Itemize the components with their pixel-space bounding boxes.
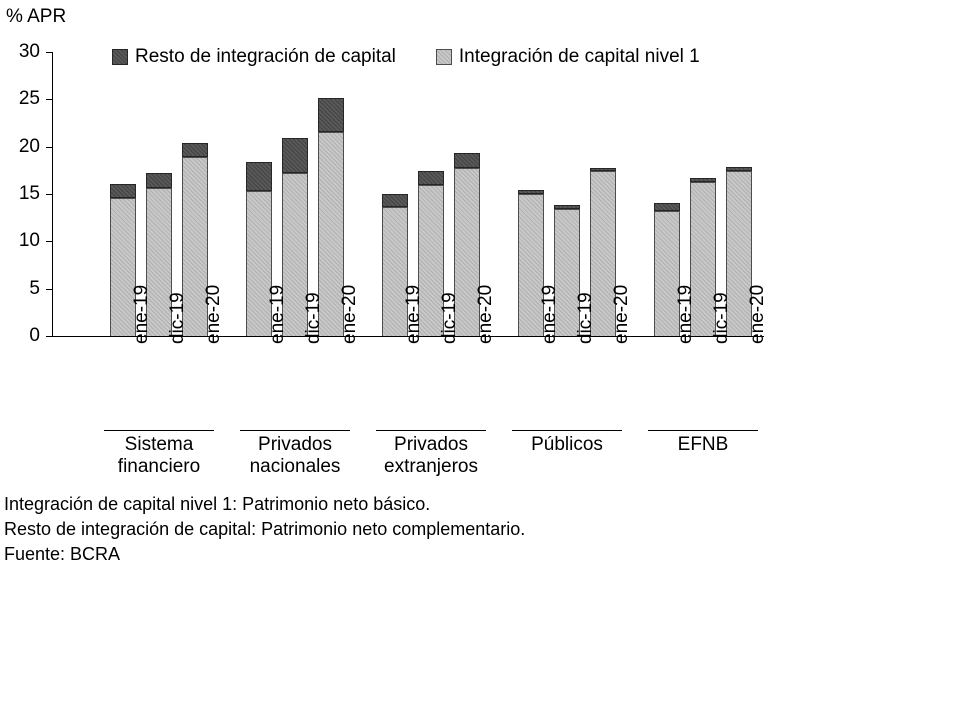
chart-footnotes bbox=[4, 492, 525, 567]
footnote-2: Resto de integración de capital: Patrimonio neto complementario. bbox=[4, 519, 526, 539]
x-axis-tick-label: ene-19 bbox=[675, 284, 696, 344]
x-axis-tick-label: dic-19 bbox=[439, 292, 460, 344]
bar-segment-resto bbox=[146, 173, 172, 188]
group-label-line: EFNB bbox=[677, 434, 729, 455]
bar-segment-resto bbox=[246, 162, 272, 191]
bar-segment-resto bbox=[110, 184, 136, 198]
footnote-source: Fuente: BCRA bbox=[4, 544, 121, 564]
y-axis-tick-label: 10 bbox=[18, 230, 40, 252]
x-axis-tick-label: ene-20 bbox=[203, 284, 224, 344]
bar-segment-resto bbox=[382, 194, 408, 207]
bar-segment-resto bbox=[654, 203, 680, 212]
x-axis-tick-label: ene-19 bbox=[131, 284, 152, 344]
group-label-line: nacionales bbox=[249, 456, 341, 477]
group-label bbox=[362, 434, 500, 478]
x-axis-tick-label: ene-20 bbox=[747, 284, 768, 344]
x-axis-tick-label: dic-19 bbox=[711, 292, 732, 344]
group-label bbox=[90, 434, 228, 478]
group-label-line: Sistema bbox=[124, 434, 194, 455]
bar-segment-resto bbox=[418, 171, 444, 185]
x-axis-tick-label: ene-19 bbox=[403, 284, 424, 344]
x-axis-tick-label: ene-20 bbox=[339, 284, 360, 344]
bar-segment-resto bbox=[182, 143, 208, 157]
y-axis-tick-label: 30 bbox=[18, 41, 40, 62]
group-label bbox=[634, 434, 772, 456]
group-label-line: Privados bbox=[258, 434, 332, 455]
y-axis-tick-label: 5 bbox=[29, 277, 40, 299]
x-axis-tick-label: ene-19 bbox=[267, 284, 288, 344]
x-axis-tick-label: ene-20 bbox=[611, 284, 632, 344]
group-separator bbox=[240, 430, 350, 431]
bar-segment-resto bbox=[318, 98, 344, 131]
footnote-1: Integración de capital nivel 1: Patrimonio neto básico. bbox=[4, 494, 431, 514]
y-axis-tick-label: 25 bbox=[18, 88, 40, 110]
x-axis-tick-label: dic-19 bbox=[167, 292, 188, 344]
y-axis-tick-label: 15 bbox=[18, 183, 40, 204]
y-axis-tick-label: 0 bbox=[29, 325, 40, 346]
y-axis-tick-label: 20 bbox=[18, 135, 40, 157]
legend-label-nivel1: Integración de capital nivel 1 bbox=[458, 46, 700, 67]
y-axis-tick bbox=[46, 336, 52, 337]
bar-segment-resto bbox=[282, 138, 308, 173]
x-axis-tick-label: ene-20 bbox=[475, 284, 496, 344]
group-separator bbox=[512, 430, 622, 431]
group-label-line: extranjeros bbox=[384, 456, 478, 477]
y-axis-unit-label: % APR bbox=[6, 6, 67, 27]
group-separator bbox=[104, 430, 214, 431]
legend-label-resto: Resto de integración de capital bbox=[135, 46, 396, 67]
group-separator bbox=[376, 430, 486, 431]
bar-segment-resto bbox=[454, 153, 480, 167]
group-separator bbox=[648, 430, 758, 431]
x-axis-tick-label: dic-19 bbox=[303, 292, 324, 344]
group-label bbox=[498, 434, 636, 456]
group-label-line: financiero bbox=[117, 456, 201, 477]
group-label bbox=[226, 434, 364, 478]
x-axis-tick-label: ene-19 bbox=[539, 284, 560, 344]
x-axis-tick-label: dic-19 bbox=[575, 292, 596, 344]
group-label-line: Públicos bbox=[531, 434, 603, 455]
group-label-line: Privados bbox=[394, 434, 468, 455]
